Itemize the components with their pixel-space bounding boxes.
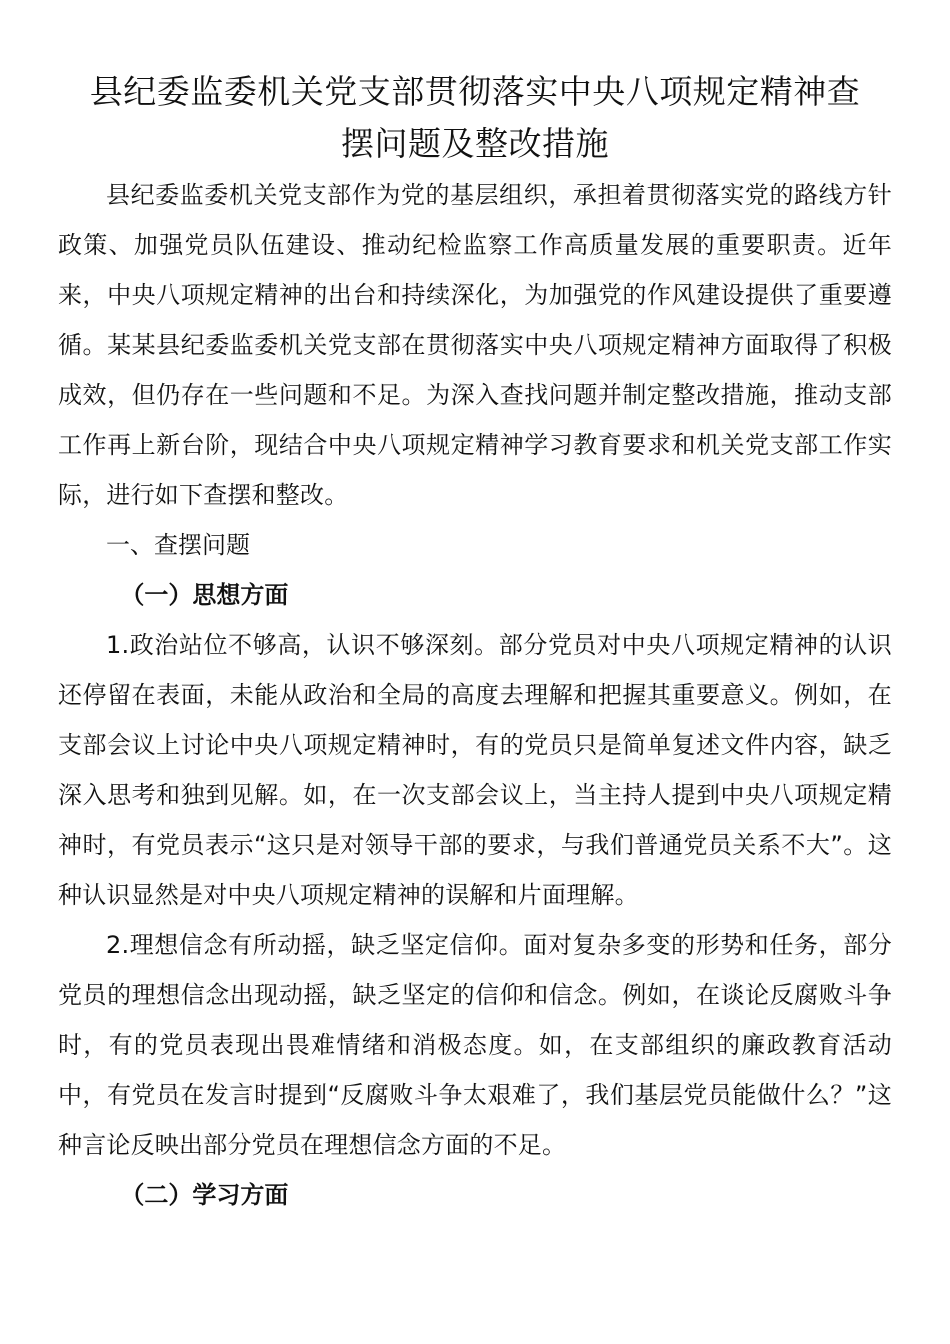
title-line-2: 摆问题及整改措施 bbox=[341, 124, 609, 163]
document-title bbox=[58, 66, 892, 170]
title-line-1: 县纪委监委机关党支部贯彻落实中央八项规定精神查 bbox=[89, 72, 861, 111]
subsection-heading-thought: （一）思想方面 bbox=[120, 581, 289, 609]
problem-item-2: 2.理想信念有所动摇，缺乏坚定信仰。面对复杂多变的形势和任务，部分党员的理想信念出现动摇，缺乏坚定的信仰和信念。例如，在谈论反腐败斗争时，有的党员表现出畏难情绪和消极态度。如，在支部组织的廉政教育活动中，有党员在发言时提到“反腐败斗争太艰难了，我们基层党员能做什么？”这种言论反映出部分党员在理想信念方面的不足。 bbox=[58, 931, 892, 1159]
intro-paragraph: 县纪委监委机关党支部作为党的基层组织，承担着贯彻落实党的路线方针政策、加强党员队伍建设、推动纪检监察工作高质量发展的重要职责。近年来，中央八项规定精神的出台和持续深化，为加强党的作风建设提供了重要遵循。某某县纪委监委机关党支部在贯彻落实中央八项规定精神方面取得了积极成效，但仍存在一些问题和不足。为深入查找问题并制定整改措施，推动支部工作再上新台阶，现结合中央八项规定精神学习教育要求和机关党支部工作实际，进行如下查摆和整改。 bbox=[58, 181, 892, 509]
subsection-heading-study: （二）学习方面 bbox=[120, 1181, 289, 1209]
problem-item-1: 1.政治站位不够高，认识不够深刻。部分党员对中央八项规定精神的认识还停留在表面，未能从政治和全局的高度去理解和把握其重要意义。例如，在支部会议上讨论中央八项规定精神时，有的党员只是简单复述文件内容，缺乏深入思考和独到见解。如，在一次支部会议上，当主持人提到中央八项规定精神时，有党员表示“这只是对领导干部的要求，与我们普通党员关系不大”。这种认识显然是对中央八项规定精神的误解和片面理解。 bbox=[58, 631, 892, 909]
section-heading-problems: 一、查摆问题 bbox=[106, 531, 250, 559]
